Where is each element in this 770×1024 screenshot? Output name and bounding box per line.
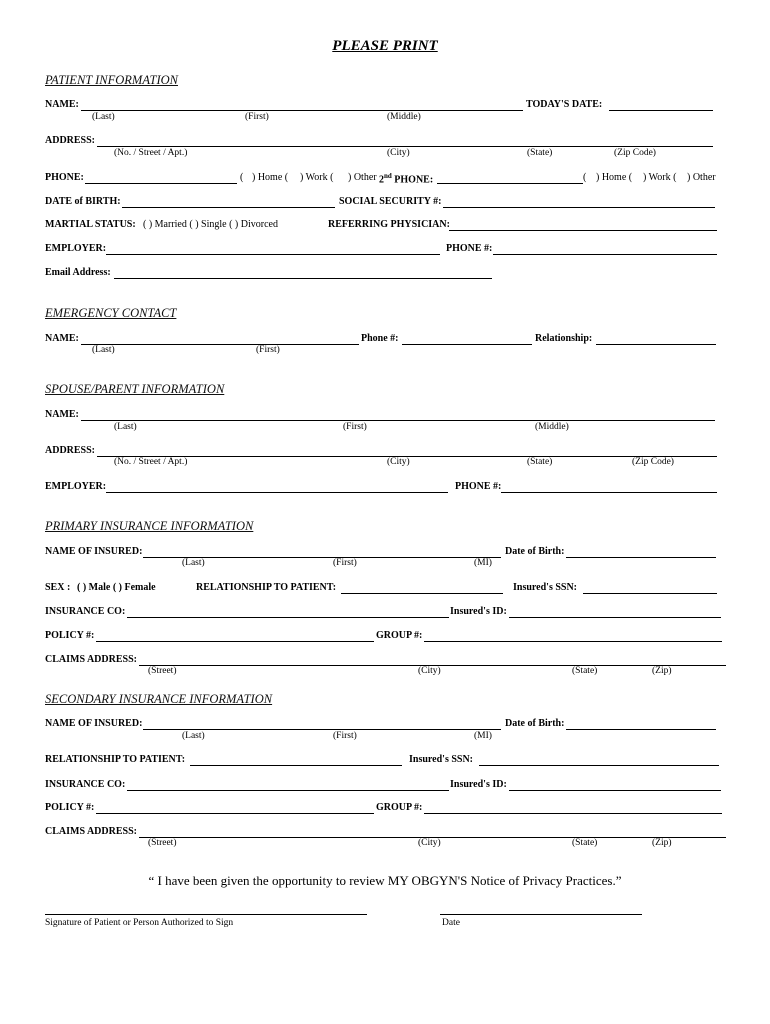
phone-type-work-option[interactable]: ) Work ( (300, 172, 334, 183)
primary-city-hint: (City) (418, 666, 441, 676)
patient-employer-row (45, 243, 726, 257)
primary-dob-field[interactable] (566, 557, 716, 558)
email-label: Email Address: (45, 267, 111, 278)
phone2-type-open: ( (583, 172, 587, 183)
secondary-zip-hint: (Zip) (652, 838, 672, 848)
employer-label: EMPLOYER: (45, 243, 107, 254)
primary-relationship-label: RELATIONSHIP TO PATIENT: (196, 582, 337, 593)
dob-label: DATE of BIRTH: (45, 196, 121, 207)
second-phone-field[interactable] (437, 183, 583, 184)
secondary-policy-label: POLICY #: (45, 802, 95, 813)
primary-zip-hint: (Zip) (652, 666, 672, 676)
patient-dob-row (45, 196, 726, 210)
secondary-insured-row (45, 718, 726, 732)
patient-name-last-hint: (Last) (92, 112, 115, 122)
ssn-field[interactable] (443, 207, 715, 208)
sex-options[interactable]: ( ) Male ( ) Female (77, 582, 156, 593)
primary-street-hint: (Street) (148, 666, 177, 676)
spouse-address-label: ADDRESS: (45, 445, 96, 456)
secondary-last-hint: (Last) (182, 731, 205, 741)
secondary-policy-field[interactable] (96, 813, 374, 814)
spouse-street-hint: (No. / Street / Apt.) (114, 457, 188, 467)
primary-insured-label: NAME OF INSURED: (45, 546, 143, 557)
second-phone-label: 2nd PHONE: (379, 172, 434, 186)
primary-relationship-field[interactable] (341, 593, 503, 594)
spouse-employer-row (45, 481, 726, 495)
patient-email-row (45, 267, 726, 281)
signature-label: Signature of Patient or Person Authorized to Sign (45, 918, 234, 928)
address-state-hint: (State) (527, 148, 553, 158)
patient-phone-row (45, 172, 726, 186)
patient-address-row (45, 135, 726, 149)
emergency-relationship-field[interactable] (596, 344, 716, 345)
phone-field[interactable] (85, 183, 237, 184)
phone-label: PHONE: (45, 172, 84, 183)
emergency-name-label: NAME: (45, 333, 79, 344)
patient-address-label: ADDRESS: (45, 135, 96, 146)
ssn-label: SOCIAL SECURITY #: (339, 196, 442, 207)
secondary-insured-ssn-label: Insured's SSN: (409, 754, 474, 765)
primary-insured-id-field[interactable] (509, 617, 721, 618)
phone2-type-other-option[interactable]: ) Other (687, 172, 716, 183)
spouse-first-hint: (First) (343, 422, 367, 432)
secondary-street-hint: (Street) (148, 838, 177, 848)
secondary-insured-id-field[interactable] (509, 790, 721, 791)
primary-dob-label: Date of Birth: (505, 546, 565, 557)
primary-state-hint: (State) (572, 666, 598, 676)
secondary-insured-field[interactable] (143, 729, 501, 730)
address-city-hint: (City) (387, 148, 410, 158)
primary-group-label: GROUP #: (376, 630, 423, 641)
email-field[interactable] (114, 278, 492, 279)
secondary-claims-label: CLAIMS ADDRESS: (45, 826, 137, 837)
signature-date-label: Date (442, 918, 460, 928)
secondary-insurance-co-label: INSURANCE CO: (45, 779, 126, 790)
spouse-phone-label: PHONE #: (455, 481, 502, 492)
patient-address-field[interactable] (97, 146, 713, 147)
sex-label: SEX : (45, 582, 71, 593)
secondary-mi-hint: (MI) (474, 731, 492, 741)
emergency-last-hint: (Last) (92, 345, 115, 355)
spouse-employer-label: EMPLOYER: (45, 481, 107, 492)
signature-date-field[interactable] (440, 914, 642, 915)
secondary-policy-row (45, 802, 726, 816)
primary-sex-row (45, 582, 726, 596)
patient-name-middle-hint: (Middle) (387, 112, 421, 122)
spouse-zip-hint: (Zip Code) (632, 457, 674, 467)
emergency-name-row (45, 333, 726, 347)
phone-type-home-option[interactable]: ) Home ( (252, 172, 289, 183)
secondary-insured-id-label: Insured's ID: (450, 779, 507, 790)
page-title: PLEASE PRINT (332, 38, 438, 54)
signature-field[interactable] (45, 914, 367, 915)
section-secondary-insurance-heading: SECONDARY INSURANCE INFORMATION (45, 692, 273, 706)
marital-status-options[interactable]: ( ) Married ( ) Single ( ) Divorced (143, 219, 278, 230)
patient-name-first-hint: (First) (245, 112, 269, 122)
emergency-relationship-label: Relationship: (535, 333, 593, 344)
primary-first-hint: (First) (333, 558, 357, 568)
dob-field[interactable] (122, 207, 335, 208)
referring-physician-field[interactable] (449, 230, 717, 231)
section-primary-insurance-heading: PRIMARY INSURANCE INFORMATION (45, 519, 254, 533)
primary-policy-row (45, 630, 726, 644)
section-spouse-heading: SPOUSE/PARENT INFORMATION (45, 382, 225, 396)
secondary-city-hint: (City) (418, 838, 441, 848)
primary-insured-ssn-label: Insured's SSN: (513, 582, 578, 593)
employer-field[interactable] (106, 254, 440, 255)
primary-policy-field[interactable] (96, 641, 374, 642)
spouse-name-field[interactable] (81, 420, 715, 421)
secondary-insurance-co-field[interactable] (127, 790, 449, 791)
primary-insured-id-label: Insured's ID: (450, 606, 507, 617)
primary-claims-label: CLAIMS ADDRESS: (45, 654, 137, 665)
secondary-insured-label: NAME OF INSURED: (45, 718, 143, 729)
primary-policy-label: POLICY #: (45, 630, 95, 641)
patient-name-field[interactable] (81, 110, 523, 111)
address-zip-hint: (Zip Code) (614, 148, 656, 158)
phone2-type-work-option[interactable]: ) Work ( (643, 172, 677, 183)
phone-type-open: ( (240, 172, 244, 183)
primary-insured-ssn-field[interactable] (583, 593, 717, 594)
primary-insurance-co-label: INSURANCE CO: (45, 606, 126, 617)
address-street-hint: (No. / Street / Apt.) (114, 148, 188, 158)
marital-status-label: MARTIAL STATUS: (45, 219, 136, 230)
secondary-first-hint: (First) (333, 731, 357, 741)
referring-physician-label: REFERRING PHYSICIAN: (328, 219, 450, 230)
todays-date-field[interactable] (609, 110, 713, 111)
emergency-phone-label: Phone #: (361, 333, 399, 344)
spouse-name-label: NAME: (45, 409, 79, 420)
spouse-employer-field[interactable] (106, 492, 448, 493)
primary-last-hint: (Last) (182, 558, 205, 568)
primary-group-field[interactable] (424, 641, 722, 642)
patient-name-row (45, 99, 726, 113)
secondary-group-field[interactable] (424, 813, 722, 814)
spouse-middle-hint: (Middle) (535, 422, 569, 432)
secondary-dob-field[interactable] (566, 729, 716, 730)
primary-insured-row (45, 546, 726, 560)
secondary-relationship-label: RELATIONSHIP TO PATIENT: (45, 754, 186, 765)
primary-company-row (45, 606, 726, 620)
emergency-first-hint: (First) (256, 345, 280, 355)
secondary-dob-label: Date of Birth: (505, 718, 565, 729)
secondary-relationship-row (45, 754, 726, 768)
secondary-state-hint: (State) (572, 838, 598, 848)
primary-insurance-co-field[interactable] (127, 617, 449, 618)
spouse-phone-field[interactable] (501, 492, 717, 493)
secondary-insured-ssn-field[interactable] (479, 765, 719, 766)
secondary-group-label: GROUP #: (376, 802, 423, 813)
secondary-company-row (45, 779, 726, 793)
spouse-name-row (45, 409, 726, 423)
spouse-state-hint: (State) (527, 457, 553, 467)
patient-marital-row (45, 219, 726, 233)
employer-phone-label: PHONE #: (446, 243, 493, 254)
employer-phone-field[interactable] (493, 254, 717, 255)
emergency-name-field[interactable] (81, 344, 359, 345)
emergency-phone-field[interactable] (402, 344, 532, 345)
secondary-relationship-field[interactable] (190, 765, 402, 766)
privacy-notice-statement: “ I have been given the opportunity to review MY OBGYN'S Notice of Privacy Practices.” (148, 873, 622, 888)
patient-name-label: NAME: (45, 99, 79, 110)
section-emergency-heading: EMERGENCY CONTACT (45, 306, 177, 320)
phone2-type-home-option[interactable]: ) Home ( (596, 172, 633, 183)
todays-date-label: TODAY'S DATE: (526, 99, 603, 110)
phone-type-other-option[interactable]: ) Other (348, 172, 377, 183)
spouse-city-hint: (City) (387, 457, 410, 467)
primary-mi-hint: (MI) (474, 558, 492, 568)
spouse-last-hint: (Last) (114, 422, 137, 432)
section-patient-heading: PATIENT INFORMATION (45, 73, 178, 87)
